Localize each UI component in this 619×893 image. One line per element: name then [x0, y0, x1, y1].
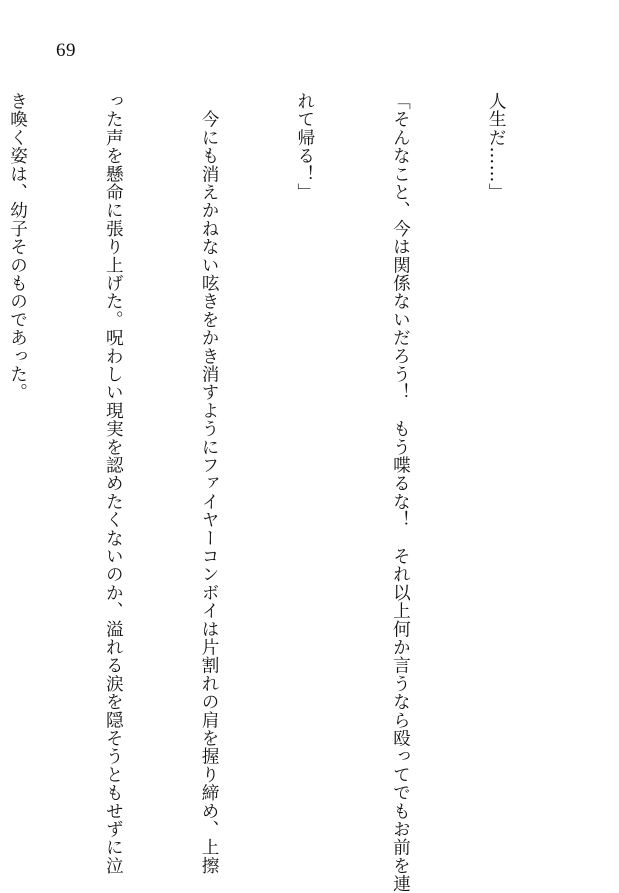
text-line: 「そんなこと、今は関係ないだろう！ もう喋るな！ それ以上何か言うなら殴ってでもお前を連	[390, 92, 411, 893]
text-line: った声を懸命に張り上げた。呪わしい現実を認めたくないのか、溢れる涙を隠そうともせずに泣	[103, 92, 124, 875]
text-line: 人生だ……」	[486, 92, 507, 202]
text-line: き喚く姿は、幼子そのものであった。	[7, 92, 28, 402]
text-line: 今にも消えかねない呟きをかき消すようにファイヤーコンボイは片割れの肩を握り締め、上擦	[199, 92, 220, 875]
vertical-text-body	[7, 92, 575, 893]
page-number: 69	[56, 40, 76, 61]
text-line: れて帰る！」	[294, 92, 315, 202]
